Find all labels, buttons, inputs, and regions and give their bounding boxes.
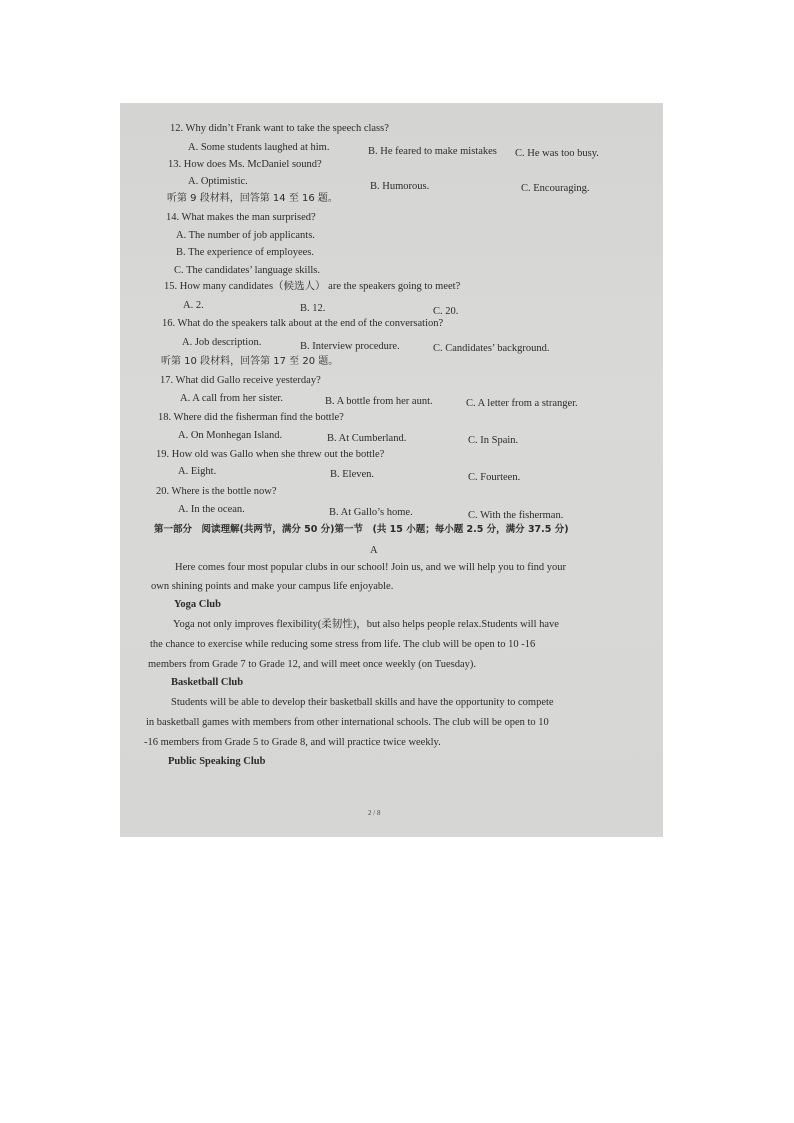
q20-option-a: A. In the ocean. (178, 504, 245, 515)
question-13: 13. How does Ms. McDaniel sound? (168, 159, 322, 170)
public-speaking-club-title: Public Speaking Club (168, 756, 266, 767)
q12-option-a: A. Some students laughed at him. (188, 142, 330, 153)
question-17: 17. What did Gallo receive yesterday? (160, 375, 321, 386)
question-15: 15. How many candidates（候选人） are the speakers going to meet? (164, 281, 461, 292)
q18-option-a: A. On Monhegan Island. (178, 430, 283, 441)
section-9-instruction: 听第 9 段材料，回答第 14 至 16 题。 (167, 193, 338, 204)
q19-option-a: A. Eight. (178, 466, 217, 477)
q15-option-b: B. 12. (300, 303, 326, 314)
basketball-line-2: in basketball games with members from other international schools. The club will be open to 10 (146, 717, 549, 728)
q16-option-b: B. Interview procedure. (300, 341, 400, 352)
question-14: 14. What makes the man surprised? (166, 212, 316, 223)
q20-option-c: C. With the fisherman. (468, 510, 564, 521)
q12-option-c: C. He was too busy. (515, 148, 599, 159)
q17-option-a: A. A call from her sister. (180, 393, 283, 404)
page-number: 2 / 8 (368, 809, 381, 817)
q19-option-c: C. Fourteen. (468, 472, 521, 483)
question-19: 19. How old was Gallo when she threw out the bottle? (156, 449, 385, 460)
basketball-line-1: Students will be able to develop their basketball skills and have the opportunity to compete (171, 697, 554, 708)
q15-option-a: A. 2. (183, 300, 204, 311)
q15-option-c: C. 20. (433, 306, 459, 317)
basketball-line-3: -16 members from Grade 5 to Grade 8, and will practice twice weekly. (144, 737, 441, 748)
q13-option-c: C. Encouraging. (521, 183, 590, 194)
basketball-club-title: Basketball Club (171, 677, 244, 688)
yoga-line-1: Yoga not only improves flexibility(柔韧性)，but also helps people relax.Students will have (173, 619, 559, 630)
question-16: 16. What do the speakers talk about at the end of the conversation? (162, 318, 444, 329)
q12-option-b: B. He feared to make mistakes (368, 146, 497, 157)
q14-option-c: C. The candidates’ language skills. (174, 265, 320, 276)
question-12: 12. Why didn’t Frank want to take the speech class? (170, 123, 389, 134)
q16-option-c: C. Candidates’ background. (433, 343, 550, 354)
q14-option-b: B. The experience of employees. (176, 247, 315, 258)
yoga-line-2: the chance to exercise while reducing some stress from life. The club will be open to 10 -16 (150, 639, 536, 650)
q13-option-b: B. Humorous. (370, 181, 430, 192)
question-18: 18. Where did the fisherman find the bottle? (158, 412, 344, 423)
q17-option-c: C. A letter from a stranger. (466, 398, 578, 409)
question-20: 20. Where is the bottle now? (156, 486, 277, 497)
q16-option-a: A. Job description. (182, 337, 262, 348)
yoga-club-title: Yoga Club (174, 599, 221, 610)
intro-line-1: Here comes four most popular clubs in our school! Join us, and we will help you to find your (175, 562, 567, 573)
q18-option-c: C. In Spain. (468, 435, 519, 446)
yoga-line-3: members from Grade 7 to Grade 12, and will meet once weekly (on Tuesday). (148, 659, 477, 670)
q20-option-b: B. At Gallo’s home. (329, 507, 413, 518)
q18-option-b: B. At Cumberland. (327, 433, 407, 444)
scanned-page (120, 103, 663, 837)
q17-option-b: B. A bottle from her aunt. (325, 396, 433, 407)
reading-section-heading: 第一部分 阅读理解(共两节，满分 50 分)第一节 (共 15 小题；每小题 2.5 分，满分 37.5 分) (154, 524, 569, 535)
q13-option-a: A. Optimistic. (188, 176, 248, 187)
intro-line-2: own shining points and make your campus life enjoyable. (151, 581, 394, 592)
q19-option-b: B. Eleven. (330, 469, 375, 480)
q14-option-a: A. The number of job applicants. (176, 230, 315, 241)
passage-label: A (370, 545, 378, 556)
section-10-instruction: 听第 10 段材料，回答第 17 至 20 题。 (161, 356, 339, 367)
